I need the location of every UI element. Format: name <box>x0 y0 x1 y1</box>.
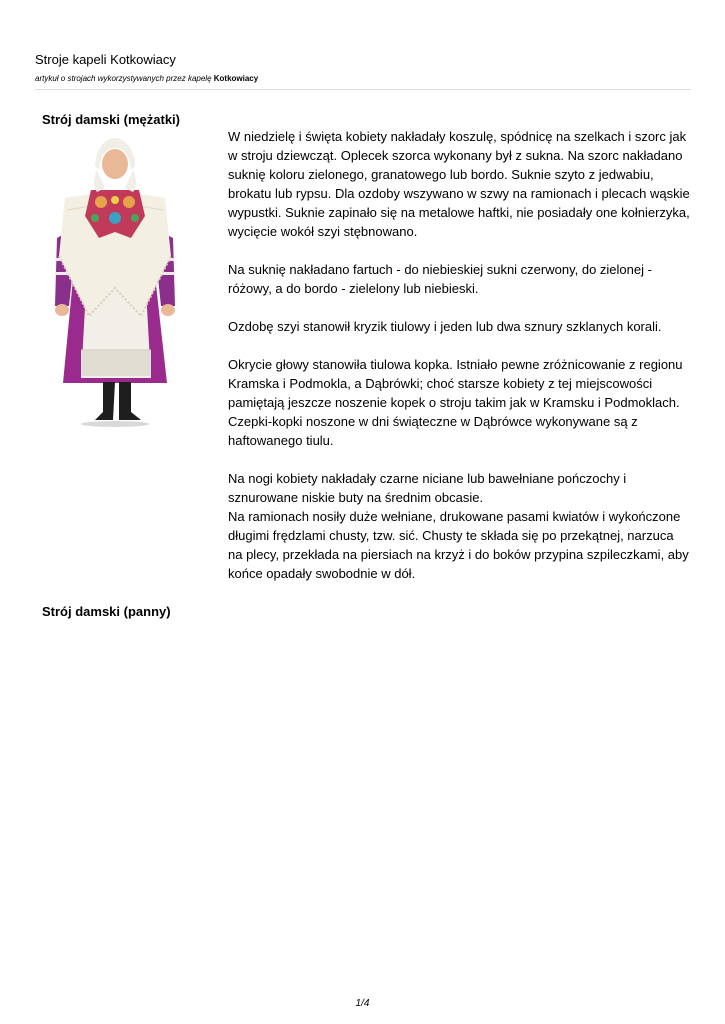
section-title-mezatki: Strój damski (mężatki) <box>42 112 180 127</box>
costume-photo <box>45 138 185 428</box>
document-title: Stroje kapeli Kotkowiacy <box>35 52 176 67</box>
subtitle-band-name: Kotkowiacy <box>213 74 259 83</box>
page-number: 1/4 <box>355 998 370 1009</box>
header-divider <box>35 89 691 90</box>
paragraph: Na nogi kobiety nakładały czarne niciane lub bawełniane pończochy i sznurowane niskie buty na średnim obcasie. <box>228 471 627 505</box>
section-title-panny: Strój damski (panny) <box>42 604 171 619</box>
paragraph: Okrycie głowy stanowiła tiulowa kopka. Istniało pewne zróżnicowanie z regionu Kramska i Podmokla, a Dąbrówki; choć starsze kobiety z tej miejscowości pamiętają jeszcze noszenie kopek o stroju takim jak w Kramsku i Podmoklach. Czepki-kopki noszone w dni świąteczne w Dąbrówce wykonywane są z haftowanego tiulu. <box>228 357 683 448</box>
document-subtitle <box>35 73 691 85</box>
subtitle-lead: artykuł o strojach wykorzystywanych przez kapelę <box>35 74 214 83</box>
paragraph: Na suknię nakładano fartuch - do niebieskiej sukni czerwony, do zielonej - różowy, a do bordo - zielelony lub niebieski. <box>228 262 652 296</box>
document-header <box>35 51 691 85</box>
paragraph: Ozdobę szyi stanowił kryzik tiulowy i jeden lub dwa sznury szklanych korali. <box>228 319 662 334</box>
paragraph: W niedzielę i święta kobiety nakładały koszulę, spódnicę na szelkach i szorc jak w stroju dziewcząt. Oplecek szorca wykonany był z sukna. Na szorc nakładano suknię koloru zielonego, granatowego lub bordo. Suknie szyto z jedwabiu, brokatu lub rypsu. Dla ozdoby wszywano w szwy na ramionach i plecach wąskie wypustki. Suknie zapinało się na metalowe haftki, nie posiadały one kołnierzyka, wycięcie wokół szyi stębnowano. <box>228 129 690 239</box>
paragraph: Na ramionach nosiły duże wełniane, drukowane pasami kwiatów i wykończone długimi frędzlami chusty, tzw. sić. Chusty te składa się po przekątnej, narzuca na plecy, przekłada na piersiach na krzyż i do boków przypina szpileczkami, aby końce opadały swobodnie w dół. <box>228 509 689 581</box>
section-body-mezatki <box>228 127 690 583</box>
